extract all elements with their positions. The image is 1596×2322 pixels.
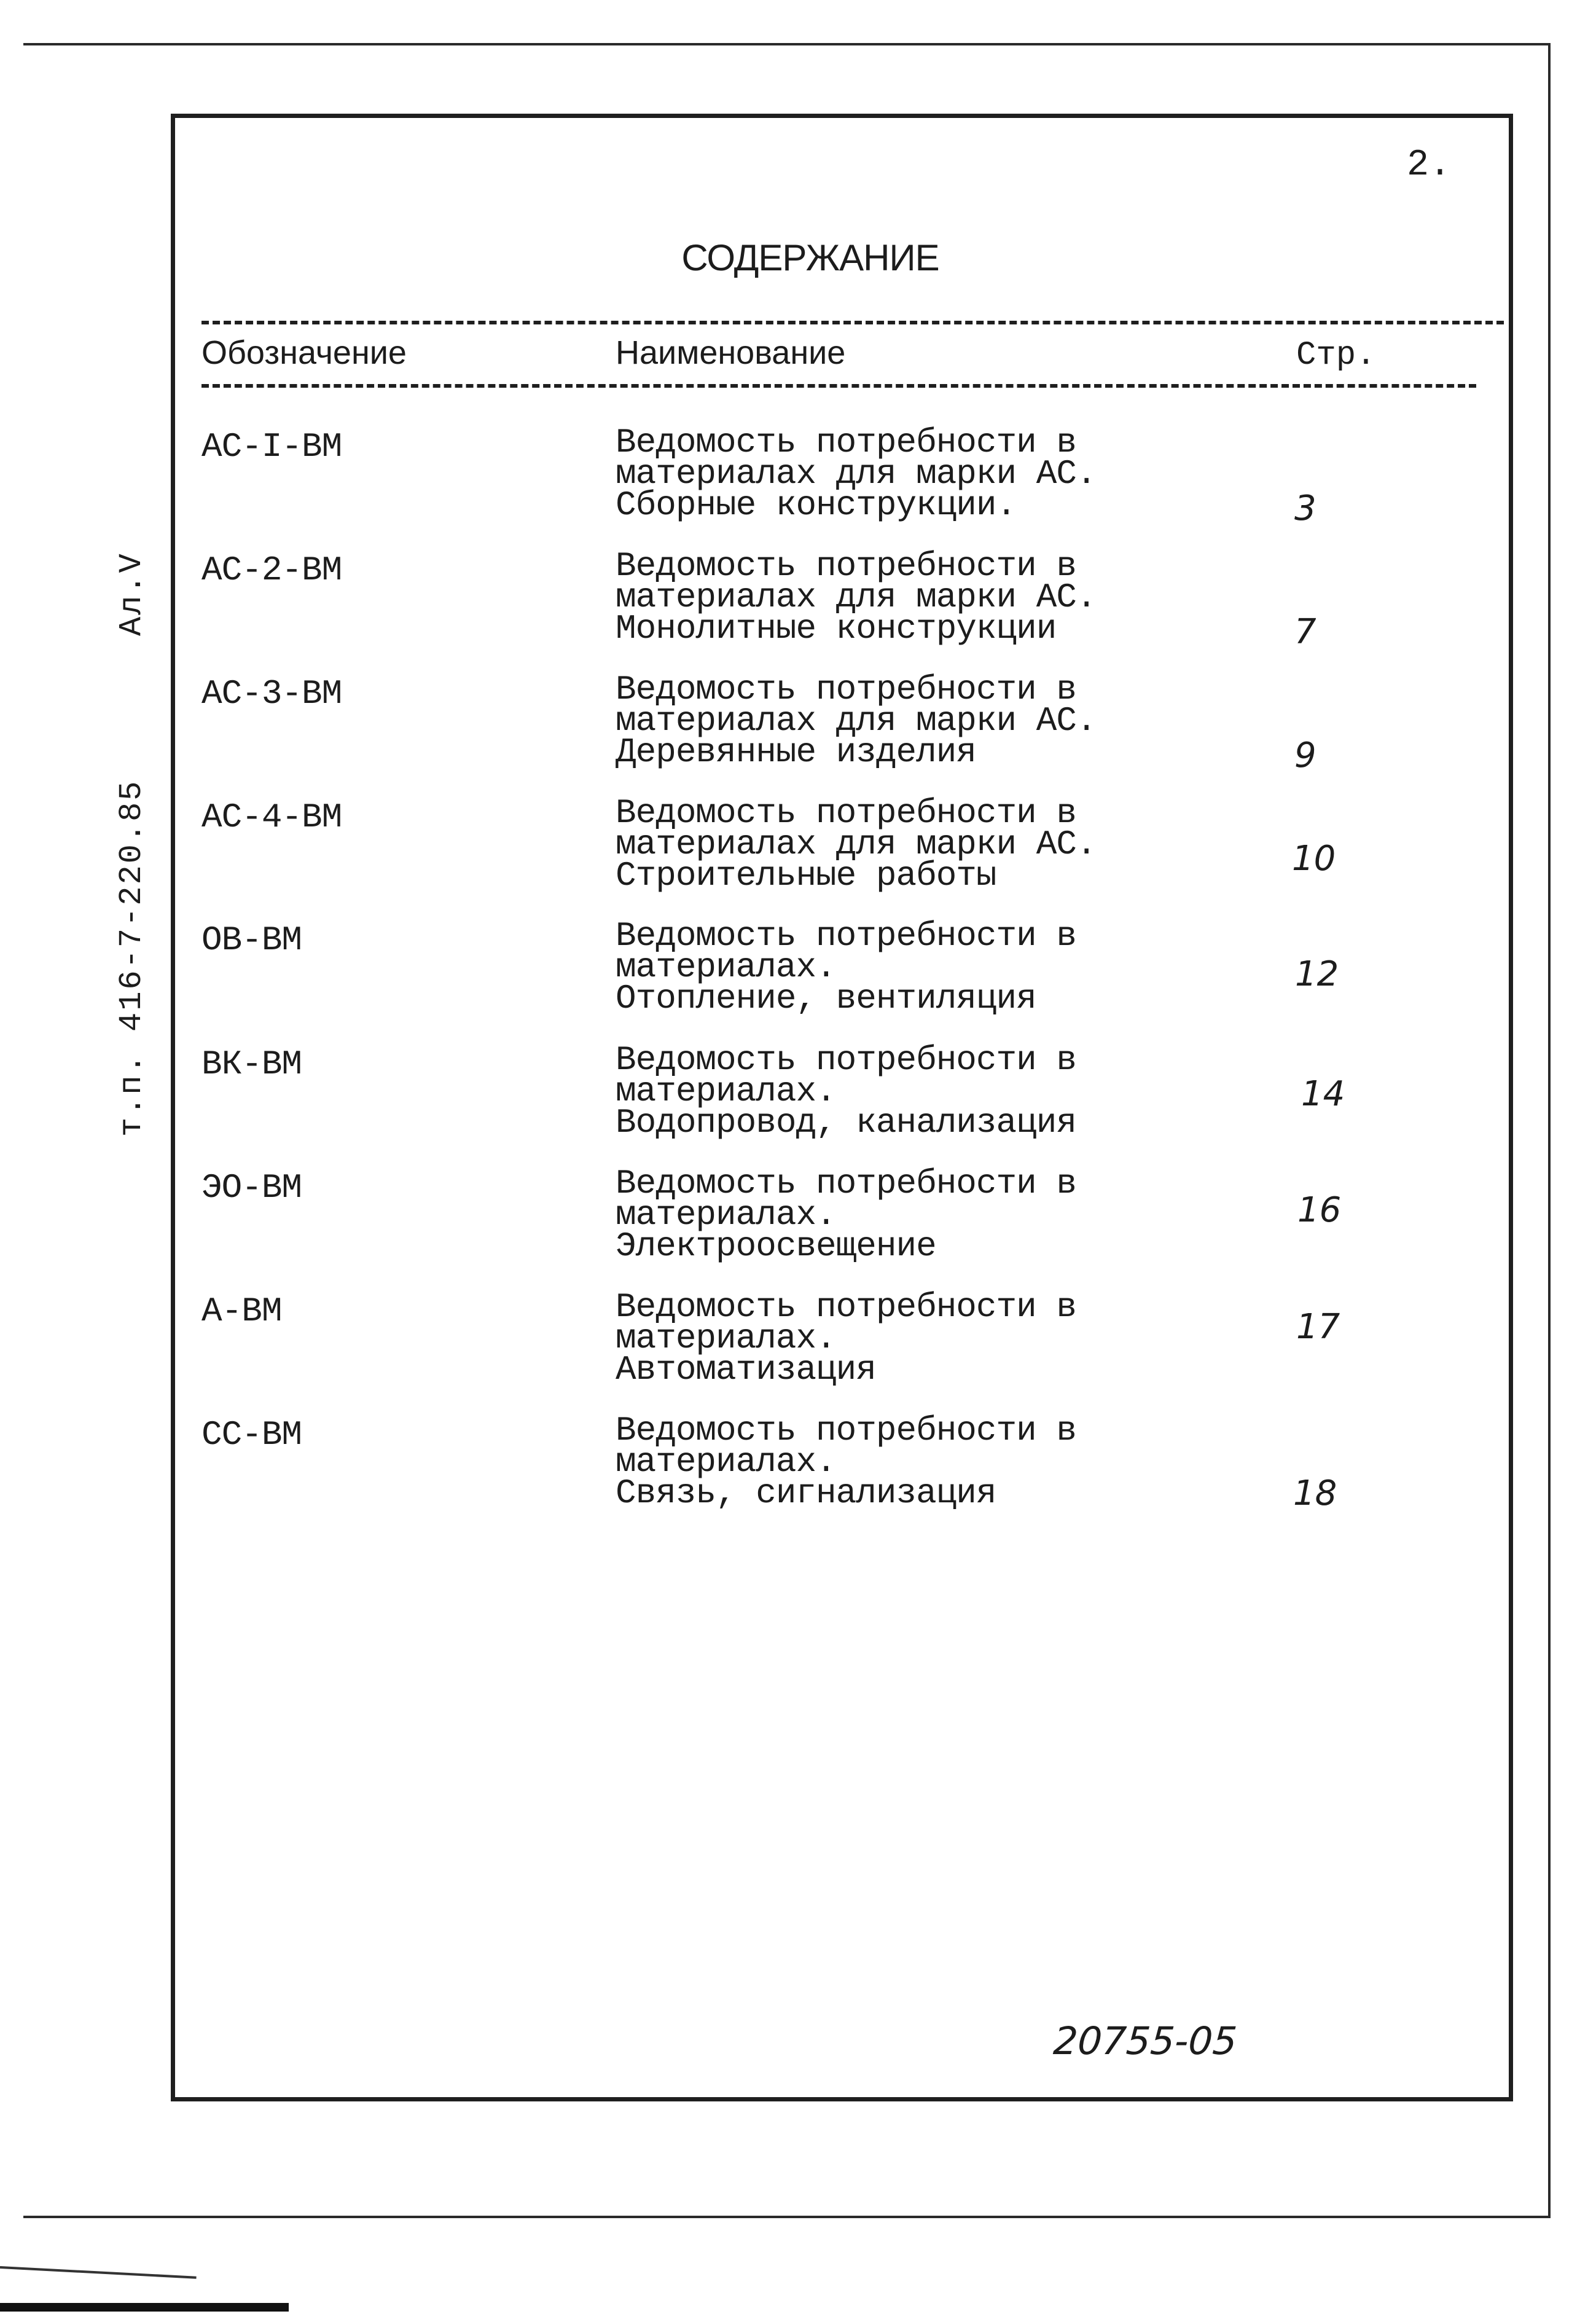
header-top-dashed-rule bbox=[201, 321, 1504, 324]
column-header-page: Стр. bbox=[1296, 337, 1376, 374]
contents-row bbox=[0, 1411, 1596, 1538]
row-code: АС-I-ВМ bbox=[201, 427, 342, 466]
row-page: 14 bbox=[1301, 1074, 1345, 1114]
row-name: Ведомость потребности в материалах. Связь, сигнализация bbox=[616, 1411, 1076, 1513]
column-header-name: Наименование bbox=[616, 334, 846, 371]
contents-row bbox=[0, 670, 1596, 797]
row-name: Ведомость потребности в материалах. Водопровод, канализация bbox=[616, 1040, 1076, 1142]
row-name: Ведомость потребности в материалах для марки АС. Сборные конструкции. bbox=[616, 423, 1097, 525]
sheet-inventory-number: 20755-05 bbox=[1052, 2018, 1239, 2063]
scan-edge-mark bbox=[0, 2266, 197, 2279]
row-page: 9 bbox=[1294, 735, 1316, 775]
row-code: АС-3-ВМ bbox=[201, 674, 342, 713]
document-title: СОДЕРЖАНИЕ bbox=[681, 237, 939, 278]
page-number: 2. bbox=[1407, 144, 1452, 186]
contents-row bbox=[0, 793, 1596, 920]
row-name: Ведомость потребности в материалах для марки АС. Монолитные конструкции bbox=[616, 546, 1097, 648]
row-name: Ведомость потребности в материалах. Автоматизация bbox=[616, 1287, 1076, 1389]
column-header-designation: Обозначение bbox=[201, 334, 407, 371]
row-code: А-ВМ bbox=[201, 1292, 282, 1331]
row-page: 3 bbox=[1294, 488, 1316, 528]
contents-row bbox=[0, 546, 1596, 673]
row-page: 10 bbox=[1292, 839, 1336, 879]
row-page: 18 bbox=[1293, 1473, 1337, 1513]
row-name: Ведомость потребности в материалах для марки АС. Деревянные изделия bbox=[616, 670, 1097, 772]
row-page: 7 bbox=[1294, 612, 1316, 652]
row-code: АС-4-ВМ bbox=[201, 798, 342, 837]
row-code: СС-ВМ bbox=[201, 1415, 302, 1454]
row-name: Ведомость потребности в материалах. Отопление, вентиляция bbox=[616, 916, 1076, 1018]
scan-edge-mark bbox=[0, 2303, 289, 2312]
contents-row bbox=[0, 1287, 1596, 1414]
row-code: ОВ-ВМ bbox=[201, 920, 302, 960]
contents-row bbox=[0, 1164, 1596, 1291]
row-page: 16 bbox=[1297, 1190, 1342, 1230]
side-album-label: Ал.V bbox=[114, 552, 150, 636]
contents-row bbox=[0, 1040, 1596, 1167]
row-page: 12 bbox=[1295, 954, 1339, 994]
row-code: ВК-ВМ bbox=[201, 1045, 302, 1084]
row-name: Ведомость потребности в материалах. Электроосвещение bbox=[616, 1164, 1076, 1266]
contents-row bbox=[0, 916, 1596, 1043]
row-name: Ведомость потребности в материалах для марки АС. Строительные работы bbox=[616, 793, 1097, 895]
row-code: АС-2-ВМ bbox=[201, 551, 342, 590]
row-page: 17 bbox=[1296, 1307, 1340, 1347]
side-project-code: т.п. 416-7-220.85 bbox=[114, 779, 150, 1137]
row-code: ЭО-ВМ bbox=[201, 1168, 302, 1207]
contents-row bbox=[0, 423, 1596, 550]
header-bottom-dashed-rule bbox=[201, 384, 1476, 388]
